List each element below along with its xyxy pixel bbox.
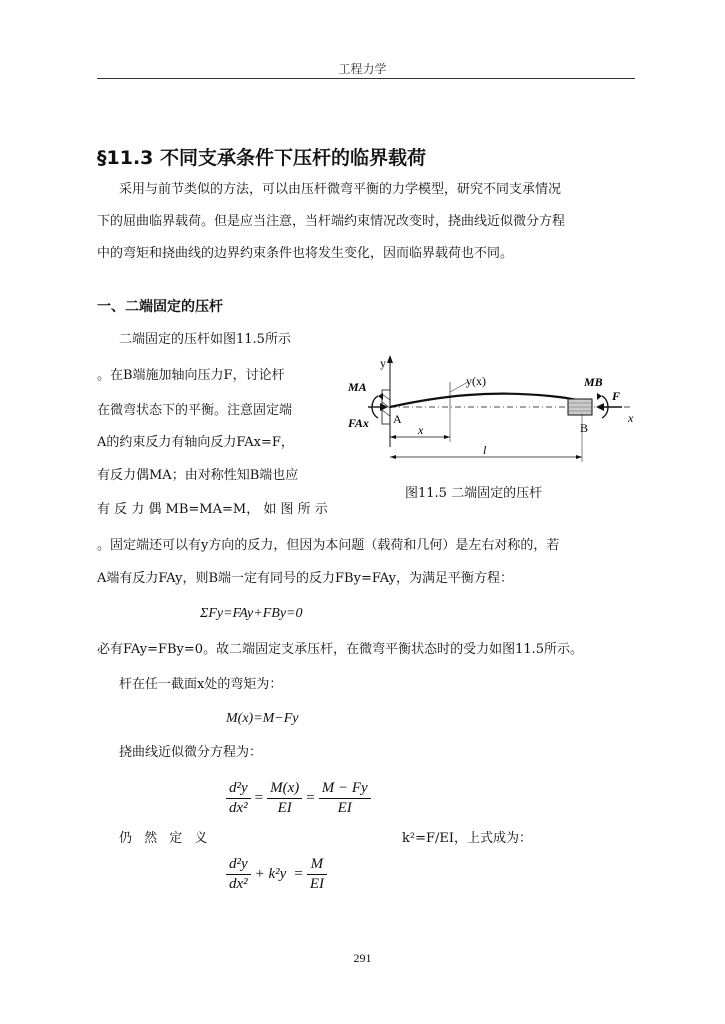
- eq2-rhs-den: EI: [309, 876, 324, 892]
- eq1-rhs-den: EI: [337, 800, 352, 816]
- fig-label-x-axis: x: [628, 411, 634, 425]
- wrap-line-1: 二端固定的压杆如图11.5所示: [119, 332, 291, 347]
- eq1-rhs-fraction: [319, 780, 371, 817]
- section-title: §11.3 不同支承条件下压杆的临界载荷: [97, 147, 426, 169]
- moment-equation: M(x)=M−Fy: [226, 711, 299, 726]
- fig-label-fax: FAx: [348, 416, 369, 430]
- intro-line-1: 采用与前节类似的方法，可以由压杆微弯平衡的力学模型，研究不同支承情况: [119, 182, 562, 197]
- eq2-rhs-num: M: [307, 856, 327, 875]
- full-line-2: A端有反力FAy，则B端一定有同号的反力FBy=FAy，为满足平衡方程：: [97, 571, 513, 586]
- eq2-equals: =: [294, 865, 303, 882]
- eq2-rhs-fraction: [307, 856, 327, 893]
- eq1-rhs-num: M − Fy: [319, 780, 371, 799]
- figure-fixed-beam: [340, 352, 640, 472]
- eq1-mid-den: EI: [277, 800, 292, 816]
- eq2-lhs-fraction: [226, 856, 251, 893]
- page-number: 291: [353, 951, 372, 965]
- eq1-lhs-den: dx²: [229, 800, 248, 816]
- moment-intro: 杆在任一截面x处的弯矩为：: [119, 677, 283, 692]
- wrap-line-2: 。在B端施加轴向压力F，讨论杆: [97, 368, 285, 383]
- define-right: k²=F/EI，上式成为：: [402, 831, 533, 846]
- eq1-lhs-fraction: [226, 780, 251, 817]
- equilibrium-equation: ΣFy=FAy+FBy=0: [200, 606, 303, 621]
- intro-line-3: 中的弯矩和挠曲线的边界约束条件也将发生变化，因而临界载荷也不同。: [97, 246, 514, 261]
- figure-caption: 图11.5 二端固定的压杆: [405, 486, 543, 501]
- fig-label-l-dim: l: [483, 443, 487, 457]
- wrap-line-6: 有 反 力 偶 MB=MA=M， 如 图 所 示: [97, 502, 328, 517]
- intro-line-2: 下的屈曲临界载荷。但是应当注意，当杆端约束情况改变时，挠曲线近似微分方程: [97, 214, 566, 229]
- eq1-mid-fraction: [267, 780, 302, 817]
- fig-label-yx: y(x): [466, 374, 486, 388]
- header-rule: [97, 78, 635, 79]
- fig-label-x-dim: x: [418, 423, 424, 437]
- eq1-lhs-num: d²y: [226, 780, 251, 799]
- subsection-title: 一、二端固定的压杆: [97, 299, 223, 315]
- wrap-line-3: 在微弯状态下的平衡。注意固定端: [97, 403, 293, 418]
- eq2-plus-term: + k²y: [254, 865, 287, 882]
- eq1-mid-num: M(x): [267, 780, 302, 799]
- wrap-line-4: A的约束反力有轴向反力FAx=F，: [97, 435, 294, 450]
- eq1-equals-1: =: [254, 789, 264, 806]
- eq2-lhs-num: d²y: [226, 856, 251, 875]
- wrap-line-5: 有反力偶MA；由对称性知B端也应: [97, 468, 299, 483]
- eq1-equals-2: =: [306, 789, 315, 806]
- define-left: 仍 然 定 义: [119, 831, 212, 846]
- diffeq-intro: 挠曲线近似微分方程为：: [119, 745, 263, 760]
- fig-label-a: A: [393, 412, 402, 426]
- differential-equation-1: [226, 780, 371, 817]
- fig-label-ma: MA: [348, 380, 367, 394]
- fig-label-b: B: [580, 421, 589, 435]
- fig-label-y: y: [380, 356, 386, 370]
- after-equation-line: 必有FAy=FBy=0。故二端固定支承压杆，在微弯平衡状态时的受力如图11.5所示。: [97, 642, 584, 657]
- running-header: 工程力学: [338, 62, 387, 76]
- full-line-1: 。固定端还可以有y方向的反力，但因为本问题（载荷和几何）是左右对称的，若: [97, 538, 560, 553]
- eq2-lhs-den: dx²: [229, 876, 248, 892]
- fig-label-mb: MB: [584, 375, 603, 389]
- fig-label-f: F: [612, 389, 621, 403]
- differential-equation-2: [226, 856, 327, 893]
